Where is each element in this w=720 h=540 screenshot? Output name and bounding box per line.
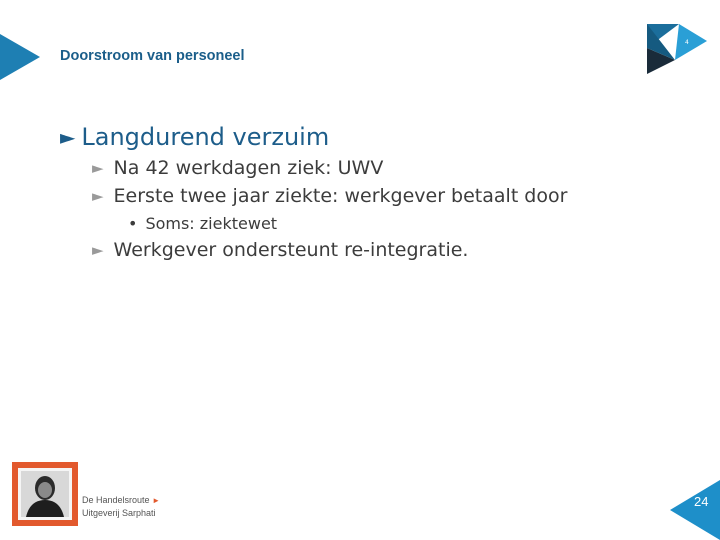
small-arrow-icon: ► xyxy=(152,496,160,505)
publisher-line-2: Uitgeverij Sarphati xyxy=(82,508,156,518)
sub-bullet-2-text: Eerste twee jaar ziekte: werkgever betaalt door xyxy=(113,185,568,207)
slide-content xyxy=(60,120,700,264)
publisher-name xyxy=(82,494,160,520)
brand-mark-right-letter: 4 xyxy=(685,39,689,46)
sub-bullet-1 xyxy=(92,154,700,182)
bullet-dot-icon: • xyxy=(128,213,138,233)
main-bullet-text: Langdurend verzuim xyxy=(81,123,330,151)
main-bullet xyxy=(60,120,700,154)
sub-sub-bullet-text: Soms: ziektewet xyxy=(145,213,278,233)
sub-bullet-3 xyxy=(92,236,700,264)
header-title: Doorstroom van personeel xyxy=(60,48,245,64)
arrow-right-icon: ► xyxy=(92,241,104,259)
publisher-portrait-logo xyxy=(12,462,78,526)
page-number: 24 xyxy=(694,494,709,509)
sub-bullet-1-text: Na 42 werkdagen ziek: UWV xyxy=(113,157,384,179)
publisher-line-1: De Handelsroute xyxy=(82,495,150,505)
sub-bullet-2 xyxy=(92,182,700,210)
arrow-right-icon: ► xyxy=(92,159,104,177)
page-corner-decoration xyxy=(670,480,720,540)
brand-mark-left-letter: R xyxy=(665,39,670,46)
corner-triangle-decoration xyxy=(0,34,40,80)
arrow-right-icon: ► xyxy=(92,187,104,205)
arrow-right-icon: ► xyxy=(60,125,76,149)
sub-sub-bullet xyxy=(128,210,700,236)
sub-bullet-3-text: Werkgever ondersteunt re-integratie. xyxy=(113,239,469,261)
brand-mark-icon xyxy=(647,24,707,74)
